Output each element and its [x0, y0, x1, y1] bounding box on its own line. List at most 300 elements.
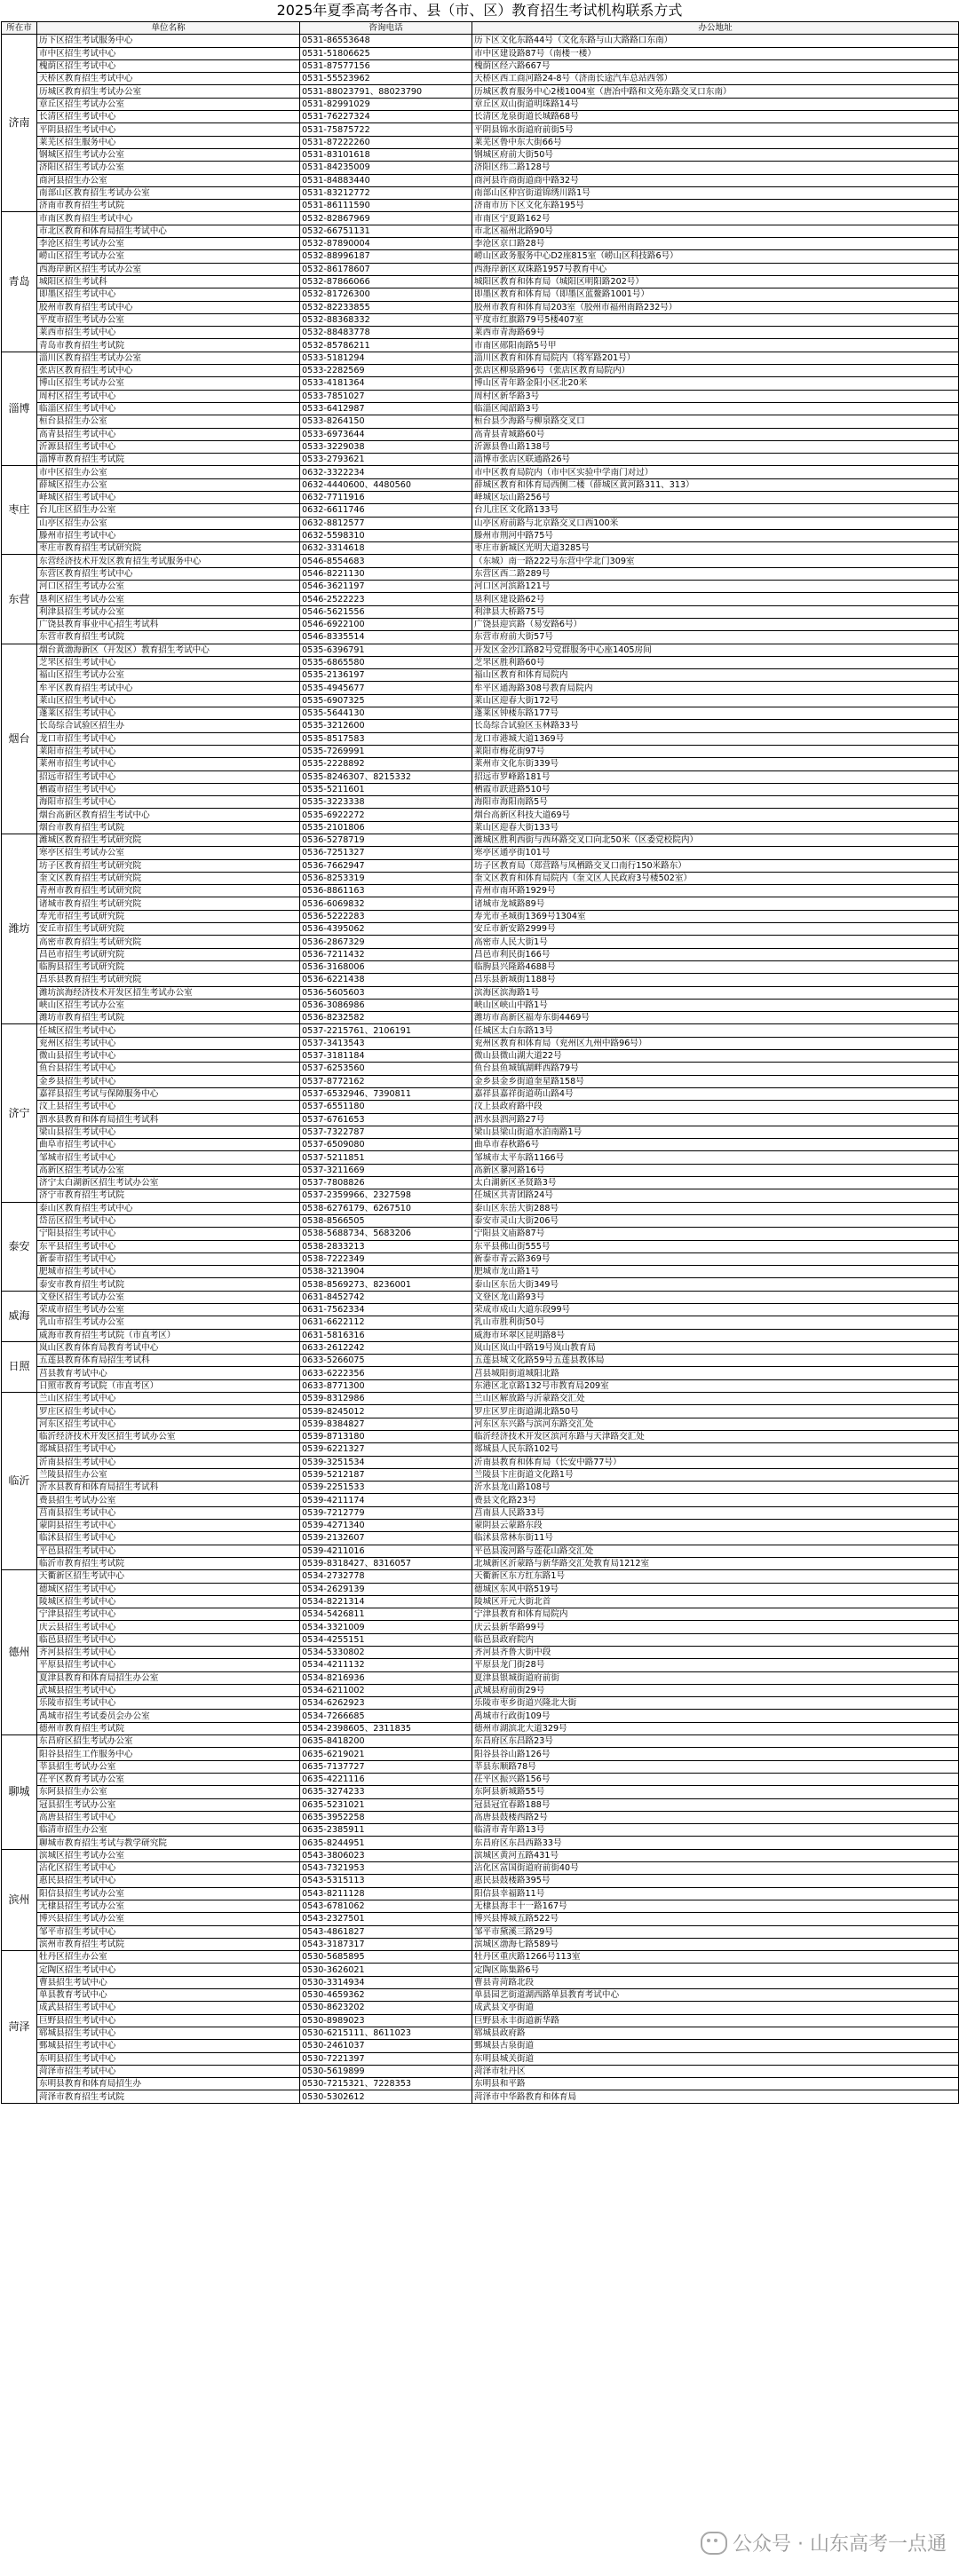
phone-cell: 0530-6215111、8611023	[300, 2027, 472, 2039]
phone-cell: 0532-85786211	[300, 339, 472, 352]
city-cell: 菏泽	[2, 1951, 37, 2104]
unit-cell: 罗庄区招生考试中心	[37, 1405, 300, 1418]
unit-cell: 莱山区招生考试中心	[37, 694, 300, 707]
address-cell: 肥城市龙山路1号	[472, 1266, 959, 1278]
address-cell: 兖州区教育和体育局（兖州区九州中路96号）	[472, 1037, 959, 1049]
unit-cell: 奎文区教育招生考试研究院	[37, 872, 300, 884]
phone-cell: 0539-3251534	[300, 1456, 472, 1468]
table-row	[2, 1684, 959, 1696]
address-cell: 任城区太白东路13号	[472, 1024, 959, 1037]
phone-cell: 0536-5222283	[300, 910, 472, 922]
table-row	[2, 1316, 959, 1329]
table-row	[2, 555, 959, 567]
unit-cell: 博兴县招生考试办公室	[37, 1913, 300, 1925]
table-row	[2, 2078, 959, 2090]
address-cell: 荣成市成山大道东段99号	[472, 1303, 959, 1316]
unit-cell: 城阳区招生考试科	[37, 275, 300, 288]
address-cell: 潍城区胜利西街与西环路交叉口向北50米（区委党校院内）	[472, 834, 959, 847]
address-cell: 临淄区闻韶路3号	[472, 402, 959, 415]
table-row	[2, 1938, 959, 1950]
phone-cell: 0531-75875722	[300, 123, 472, 136]
table-row	[2, 1506, 959, 1519]
table-row	[2, 618, 959, 630]
unit-cell: 峡山区招生考试办公室	[37, 999, 300, 1011]
address-cell: 海阳市海阳南路5号	[472, 796, 959, 809]
address-cell: 淄川区教育和体育局院内（将军路201号）	[472, 352, 959, 364]
address-cell: 临邑县政府院内	[472, 1633, 959, 1646]
phone-cell: 0535-7269991	[300, 745, 472, 757]
unit-cell: 沂水县教育和体育局招生考试科	[37, 1482, 300, 1494]
unit-cell: 高唐县招生考试中心	[37, 1811, 300, 1823]
phone-cell: 0534-8221314	[300, 1595, 472, 1608]
table-row	[2, 415, 959, 428]
phone-cell: 0534-4211132	[300, 1659, 472, 1671]
unit-cell: 无棣县招生考试办公室	[37, 1900, 300, 1912]
phone-cell: 0543-8211128	[300, 1887, 472, 1900]
table-row	[2, 542, 959, 555]
address-cell: 东昌府区东昌西路33号	[472, 1837, 959, 1849]
unit-cell: 烟台市教育招生考试院	[37, 821, 300, 834]
table-row	[2, 85, 959, 98]
city-cell: 东营	[2, 555, 37, 644]
table-row	[2, 148, 959, 161]
table-row	[2, 1760, 959, 1773]
unit-cell: 新泰市招生考试中心	[37, 1252, 300, 1265]
address-cell: 龙口市港城大道1369号	[472, 732, 959, 745]
address-cell: 沂南县教育和体育局（长安中路77号）	[472, 1456, 959, 1468]
table-row	[2, 1887, 959, 1900]
phone-cell: 0632-5598310	[300, 529, 472, 541]
unit-cell: 寿光市招生考试研究院	[37, 910, 300, 922]
table-row	[2, 631, 959, 644]
phone-cell: 0535-8246307、8215332	[300, 770, 472, 783]
table-row	[2, 1824, 959, 1837]
unit-cell: 高青县招生考试中心	[37, 428, 300, 440]
address-cell: 兰山区解放路与沂蒙路交汇处	[472, 1393, 959, 1405]
table-row	[2, 73, 959, 85]
table-row	[2, 1012, 959, 1024]
address-cell: 博山区青年路金阳小区北20米	[472, 377, 959, 390]
phone-cell: 0536-3168006	[300, 960, 472, 973]
unit-cell: 鱼台县招生考试中心	[37, 1063, 300, 1075]
unit-cell: 东明县招生考试中心	[37, 2052, 300, 2065]
unit-cell: 博山区招生考试办公室	[37, 377, 300, 390]
phone-cell: 0537-6761653	[300, 1113, 472, 1126]
address-cell: 诸城市龙城路89号	[472, 897, 959, 910]
unit-cell: 乐陵市招生考试中心	[37, 1697, 300, 1710]
table-row	[2, 440, 959, 453]
phone-cell: 0535-2101806	[300, 821, 472, 834]
table-row	[2, 821, 959, 834]
phone-cell: 0535-6865580	[300, 656, 472, 668]
address-cell: 桓台县少海路与柳泉路交叉口	[472, 415, 959, 428]
table-row	[2, 1266, 959, 1278]
table-row	[2, 1811, 959, 1823]
address-cell: 东明县城关街道	[472, 2052, 959, 2065]
table-row	[2, 352, 959, 364]
unit-cell: 昌乐县教育招生考试研究院	[37, 974, 300, 986]
unit-cell: 莱芜区招生服务中心	[37, 136, 300, 148]
phone-cell: 0539-6221327	[300, 1443, 472, 1456]
address-cell: 临沭县常林东街11号	[472, 1532, 959, 1545]
table-row	[2, 605, 959, 618]
address-cell: 峄城区坛山路256号	[472, 491, 959, 503]
address-cell: 郯城县人民东路102号	[472, 1443, 959, 1456]
unit-cell: 文登区招生考试办公室	[37, 1291, 300, 1303]
phone-cell: 0534-2732778	[300, 1570, 472, 1583]
table-row	[2, 313, 959, 326]
table-row	[2, 517, 959, 529]
table-row	[2, 1240, 959, 1252]
unit-cell: 巨野县招生考试中心	[37, 2014, 300, 2027]
city-cell: 临沂	[2, 1393, 37, 1570]
table-row	[2, 834, 959, 847]
phone-cell: 0530-3314934	[300, 1976, 472, 1988]
phone-cell: 0537-6551180	[300, 1101, 472, 1113]
phone-cell: 0531-87222260	[300, 136, 472, 148]
table-row	[2, 98, 959, 110]
unit-cell: 莒南县招生考试中心	[37, 1506, 300, 1519]
address-cell: 曹县青菏路北段	[472, 1976, 959, 1988]
phone-cell: 0534-5330802	[300, 1647, 472, 1659]
unit-cell: 日照市教育考试院（市直考区）	[37, 1379, 300, 1392]
phone-cell: 0632-8812577	[300, 517, 472, 529]
table-row	[2, 1355, 959, 1367]
table-row	[2, 1671, 959, 1684]
unit-cell: 兰山区招生考试中心	[37, 1393, 300, 1405]
city-cell: 泰安	[2, 1202, 37, 1291]
unit-cell: 菏泽市教育招生考试院	[37, 2090, 300, 2103]
address-cell: 临清市青年路13号	[472, 1824, 959, 1837]
address-cell: 周村区新华路3号	[472, 390, 959, 402]
address-cell: 牡丹区重庆路1266号113室	[472, 1951, 959, 1964]
address-cell: 郓城县政府路	[472, 2027, 959, 2039]
address-cell: 高密市人民大街1号	[472, 936, 959, 948]
address-cell: 芝罘区胜利路60号	[472, 656, 959, 668]
address-cell: 长岛综合试验区玉林路33号	[472, 720, 959, 732]
phone-cell: 0530-5685895	[300, 1951, 472, 1964]
address-cell: 招远市罗峰路181号	[472, 770, 959, 783]
unit-cell: 曹县招生考试中心	[37, 1976, 300, 1988]
unit-cell: 商河县招生办公室	[37, 174, 300, 186]
phone-cell: 0536-7211432	[300, 948, 472, 960]
city-cell: 青岛	[2, 212, 37, 352]
unit-cell: 莒县教育考试中心	[37, 1367, 300, 1379]
table-row	[2, 162, 959, 174]
phone-cell: 0533-3229038	[300, 440, 472, 453]
table-row	[2, 1291, 959, 1303]
phone-cell: 0537-3181184	[300, 1050, 472, 1063]
address-cell: 市南区宁夏路162号	[472, 212, 959, 225]
phone-cell: 0535-6922272	[300, 809, 472, 821]
table-row	[2, 2052, 959, 2065]
address-cell: 寿光市圣城街1369号1304室	[472, 910, 959, 922]
phone-cell: 0546-8335514	[300, 631, 472, 644]
phone-cell: 0537-6532946、7390811	[300, 1087, 472, 1100]
phone-cell: 0543-6781062	[300, 1900, 472, 1912]
unit-cell: 滨城区招生考试办公室	[37, 1849, 300, 1861]
table-row	[2, 974, 959, 986]
phone-cell: 0633-6222356	[300, 1367, 472, 1379]
address-cell: 历下区文化东路44号（文化东路与山大路路口东南）	[472, 35, 959, 47]
address-cell: 牟平区通海路308号教育局院内	[472, 682, 959, 694]
unit-cell: 历城区教育招生考试办公室	[37, 85, 300, 98]
phone-cell: 0546-3621197	[300, 581, 472, 593]
address-cell: 平度市红旗路79号5楼407室	[472, 313, 959, 326]
address-cell: 鄄城县古泉街道	[472, 2040, 959, 2052]
phone-cell: 0534-7266685	[300, 1710, 472, 1722]
unit-cell: 临淄区招生考试中心	[37, 402, 300, 415]
unit-cell: 枣庄市教育招生考试研究院	[37, 542, 300, 555]
table-row	[2, 186, 959, 199]
city-cell: 潍坊	[2, 834, 37, 1024]
address-cell: 费县文化路23号	[472, 1494, 959, 1506]
address-cell: 即墨区教育和体育局（即墨区蓝鳌路1001号）	[472, 288, 959, 301]
unit-cell: 东明县教育和体育局招生办	[37, 2078, 300, 2090]
phone-cell: 0532-88996187	[300, 250, 472, 263]
address-cell: 长清区龙泉街道长城路68号	[472, 111, 959, 123]
unit-cell: 邹城市招生考试中心	[37, 1151, 300, 1164]
unit-cell: 滨州市教育招生考试院	[37, 1938, 300, 1950]
table-row	[2, 783, 959, 795]
table-row	[2, 1075, 959, 1087]
unit-cell: 昌邑市招生考试研究院	[37, 948, 300, 960]
phone-cell: 0537-6509080	[300, 1139, 472, 1151]
unit-cell: 沾化区招生考试中心	[37, 1862, 300, 1875]
address-cell: （东城）南一路222号东营中学北门309室	[472, 555, 959, 567]
address-cell: 文登区龙山路93号	[472, 1291, 959, 1303]
phone-cell: 0537-8772162	[300, 1075, 472, 1087]
table-row	[2, 1722, 959, 1734]
phone-cell: 0537-2359966、2327598	[300, 1189, 472, 1202]
table-row	[2, 327, 959, 339]
phone-cell: 0539-4211016	[300, 1545, 472, 1557]
unit-cell: 槐荫区招生考试中心	[37, 59, 300, 72]
address-cell: 济阳区纬二路128号	[472, 162, 959, 174]
unit-cell: 冠县招生考试办公室	[37, 1798, 300, 1811]
unit-cell: 汶上县招生考试中心	[37, 1101, 300, 1113]
table-row	[2, 1126, 959, 1138]
address-cell: 微山县微山湖大道22号	[472, 1050, 959, 1063]
phone-cell: 0534-4255151	[300, 1633, 472, 1646]
phone-cell: 0546-2522223	[300, 593, 472, 605]
address-cell: 平阴县锦水街道府前街5号	[472, 123, 959, 136]
unit-cell: 滕州市招生考试中心	[37, 529, 300, 541]
address-cell: 泰山区东岳大街288号	[472, 1202, 959, 1214]
table-row	[2, 1849, 959, 1861]
address-cell: 威海市环翠区昆明路8号	[472, 1329, 959, 1341]
table-row	[2, 1418, 959, 1430]
phone-cell: 0534-3321009	[300, 1621, 472, 1633]
unit-cell: 武城县招生考试中心	[37, 1684, 300, 1696]
address-cell: 利津县大桥路75号	[472, 605, 959, 618]
unit-cell: 禹城市招生考试委员会办公室	[37, 1710, 300, 1722]
table-row	[2, 2027, 959, 2039]
unit-cell: 张店区教育招生考试中心	[37, 365, 300, 377]
unit-cell: 淄博市教育招生考试院	[37, 454, 300, 466]
table-row	[2, 1367, 959, 1379]
table-row	[2, 694, 959, 707]
address-cell: 西海岸新区双珠路1957号教育中心	[472, 263, 959, 275]
unit-cell: 莱西市招生考试中心	[37, 327, 300, 339]
unit-cell: 平邑县招生考试中心	[37, 1545, 300, 1557]
unit-cell: 东营市教育招生考试院	[37, 631, 300, 644]
address-cell: 张店区柳泉路96号（张店区教育局院内）	[472, 365, 959, 377]
city-cell: 枣庄	[2, 466, 37, 555]
address-cell: 菏泽市牡丹区	[472, 2065, 959, 2077]
address-cell: 莒县城阳街道城阳北路	[472, 1367, 959, 1379]
phone-cell: 0543-3806023	[300, 1849, 472, 1861]
table-row	[2, 123, 959, 136]
table-row	[2, 301, 959, 313]
phone-cell: 0539-2132607	[300, 1532, 472, 1545]
address-cell: 垦利区建设路62号	[472, 593, 959, 605]
phone-cell: 0530-5619899	[300, 2065, 472, 2077]
table-row	[2, 1659, 959, 1671]
unit-cell: 荣成市招生考试办公室	[37, 1303, 300, 1316]
unit-cell: 福山区招生考试办公室	[37, 669, 300, 682]
unit-cell: 兰陵县招生办公室	[37, 1468, 300, 1481]
phone-cell: 0536-2867329	[300, 936, 472, 948]
address-cell: 崂山区政务服务中心D2座815室（崂山区科技路6号）	[472, 250, 959, 263]
phone-cell: 0536-3086986	[300, 999, 472, 1011]
unit-cell: 德州市教育招生考试院	[37, 1722, 300, 1734]
unit-cell: 肥城市招生考试中心	[37, 1266, 300, 1278]
unit-cell: 长岛综合试验区招生办	[37, 720, 300, 732]
table-row	[2, 390, 959, 402]
address-cell: 胶州市教育和体育局203室（胶州市福州南路232号）	[472, 301, 959, 313]
phone-cell: 0532-82233855	[300, 301, 472, 313]
wechat-icon	[701, 2532, 727, 2555]
unit-cell: 天衢新区招生考试中心	[37, 1570, 300, 1583]
phone-cell: 0537-7322787	[300, 1126, 472, 1138]
table-row	[2, 136, 959, 148]
table-row	[2, 238, 959, 250]
table-row	[2, 111, 959, 123]
unit-cell: 泰安市教育招生考试院	[37, 1278, 300, 1291]
unit-cell: 东营经济技术开发区教育招生考试服务中心	[37, 555, 300, 567]
table-row	[2, 2040, 959, 2052]
table-row	[2, 1468, 959, 1481]
phone-cell: 0539-8384827	[300, 1418, 472, 1430]
address-cell: 莘县东顺路78号	[472, 1760, 959, 1773]
address-cell: 市中区建设路87号（南楼一楼）	[472, 47, 959, 59]
table-row	[2, 1087, 959, 1100]
phone-cell: 0539-8312986	[300, 1393, 472, 1405]
phone-cell: 0635-2385911	[300, 1824, 472, 1837]
address-cell: 博兴县博城五路522号	[472, 1913, 959, 1925]
unit-cell: 河东区招生考试中心	[37, 1418, 300, 1430]
phone-cell: 0533-5181294	[300, 352, 472, 364]
table-row	[2, 1063, 959, 1075]
unit-cell: 东昌府区招生考试办公室	[37, 1735, 300, 1748]
phone-cell: 0635-3952258	[300, 1811, 472, 1823]
phone-cell: 0536-7251327	[300, 847, 472, 859]
phone-cell: 0532-86178607	[300, 263, 472, 275]
table-row	[2, 910, 959, 922]
table-row	[2, 1164, 959, 1176]
unit-cell: 西海岸新区招生考试办公室	[37, 263, 300, 275]
unit-cell: 泰山区教育招生考试中心	[37, 1202, 300, 1214]
table-row	[2, 567, 959, 580]
address-cell: 北城新区沂蒙路与新华路交汇处教育局1212室	[472, 1557, 959, 1569]
address-cell: 淄博市张店区联通路26号	[472, 454, 959, 466]
header-phone: 咨询电话	[300, 22, 472, 35]
address-cell: 钢城区府前大街50号	[472, 148, 959, 161]
table-row	[2, 847, 959, 859]
address-cell: 河口区河滨路121号	[472, 581, 959, 593]
unit-cell: 宁津县招生考试中心	[37, 1608, 300, 1621]
unit-cell: 东阿县招生办公室	[37, 1786, 300, 1798]
table-row	[2, 1532, 959, 1545]
table-row	[2, 1113, 959, 1126]
address-cell: 济南市历下区文化东路195号	[472, 200, 959, 212]
address-cell: 嘉祥县嘉祥街道萌山路4号	[472, 1087, 959, 1100]
city-cell: 烟台	[2, 644, 37, 834]
address-cell: 茌平区振兴路156号	[472, 1773, 959, 1785]
address-cell: 开发区金沙江路82号党群服务中心座1405房间	[472, 644, 959, 656]
phone-cell: 0539-8713180	[300, 1430, 472, 1442]
phone-cell: 0633-2612242	[300, 1341, 472, 1354]
table-row	[2, 2065, 959, 2077]
unit-cell: 济阳区招生考试办公室	[37, 162, 300, 174]
unit-cell: 周村区招生考试中心	[37, 390, 300, 402]
unit-cell: 平原县招生考试中心	[37, 1659, 300, 1671]
table-row	[2, 1786, 959, 1798]
address-cell: 禹城市行政街109号	[472, 1710, 959, 1722]
phone-cell: 0531-86553648	[300, 35, 472, 47]
unit-cell: 崂山区招生考试办公室	[37, 250, 300, 263]
unit-cell: 莘县招生考试办公室	[37, 1760, 300, 1773]
phone-cell: 0536-6069832	[300, 897, 472, 910]
table-row	[2, 1976, 959, 1988]
table-row	[2, 2014, 959, 2027]
unit-cell: 齐河县招生考试中心	[37, 1647, 300, 1659]
unit-cell: 陵城区招生考试中心	[37, 1595, 300, 1608]
phone-cell: 0531-84883440	[300, 174, 472, 186]
table-row	[2, 478, 959, 491]
phone-cell: 0534-2398605、2311835	[300, 1722, 472, 1734]
address-cell: 东平县佛山街555号	[472, 1240, 959, 1252]
unit-cell: 临沭县招生考试中心	[37, 1532, 300, 1545]
address-cell: 邹城市太平东路1166号	[472, 1151, 959, 1164]
unit-cell: 济宁太白湖新区招生考试办公室	[37, 1177, 300, 1189]
phone-cell: 0531-88023791、88023790	[300, 85, 472, 98]
unit-cell: 兖州区招生考试中心	[37, 1037, 300, 1049]
unit-cell: 诸城市教育招生考试研究院	[37, 897, 300, 910]
table-row	[2, 960, 959, 973]
table-row	[2, 669, 959, 682]
unit-cell: 南部山区教育招生考试办公室	[37, 186, 300, 199]
phone-cell: 0535-3223338	[300, 796, 472, 809]
table-row	[2, 200, 959, 212]
unit-cell: 龙口市招生考试中心	[37, 732, 300, 745]
unit-cell: 德城区招生考试中心	[37, 1583, 300, 1595]
phone-cell: 0536-4395062	[300, 923, 472, 936]
table-row	[2, 1443, 959, 1456]
address-cell: 乳山市胜利街50号	[472, 1316, 959, 1329]
unit-cell: 青岛市教育招生考试院	[37, 339, 300, 352]
unit-cell: 垦利区招生考试办公室	[37, 593, 300, 605]
unit-cell: 市中区招生考试中心	[37, 47, 300, 59]
unit-cell: 宁阳县招生考试中心	[37, 1228, 300, 1240]
table-row	[2, 1798, 959, 1811]
table-row	[2, 365, 959, 377]
table-row	[2, 1557, 959, 1569]
address-cell: 栖霞市跃进路510号	[472, 783, 959, 795]
unit-cell: 即墨区招生考试中心	[37, 288, 300, 301]
table-row	[2, 1228, 959, 1240]
